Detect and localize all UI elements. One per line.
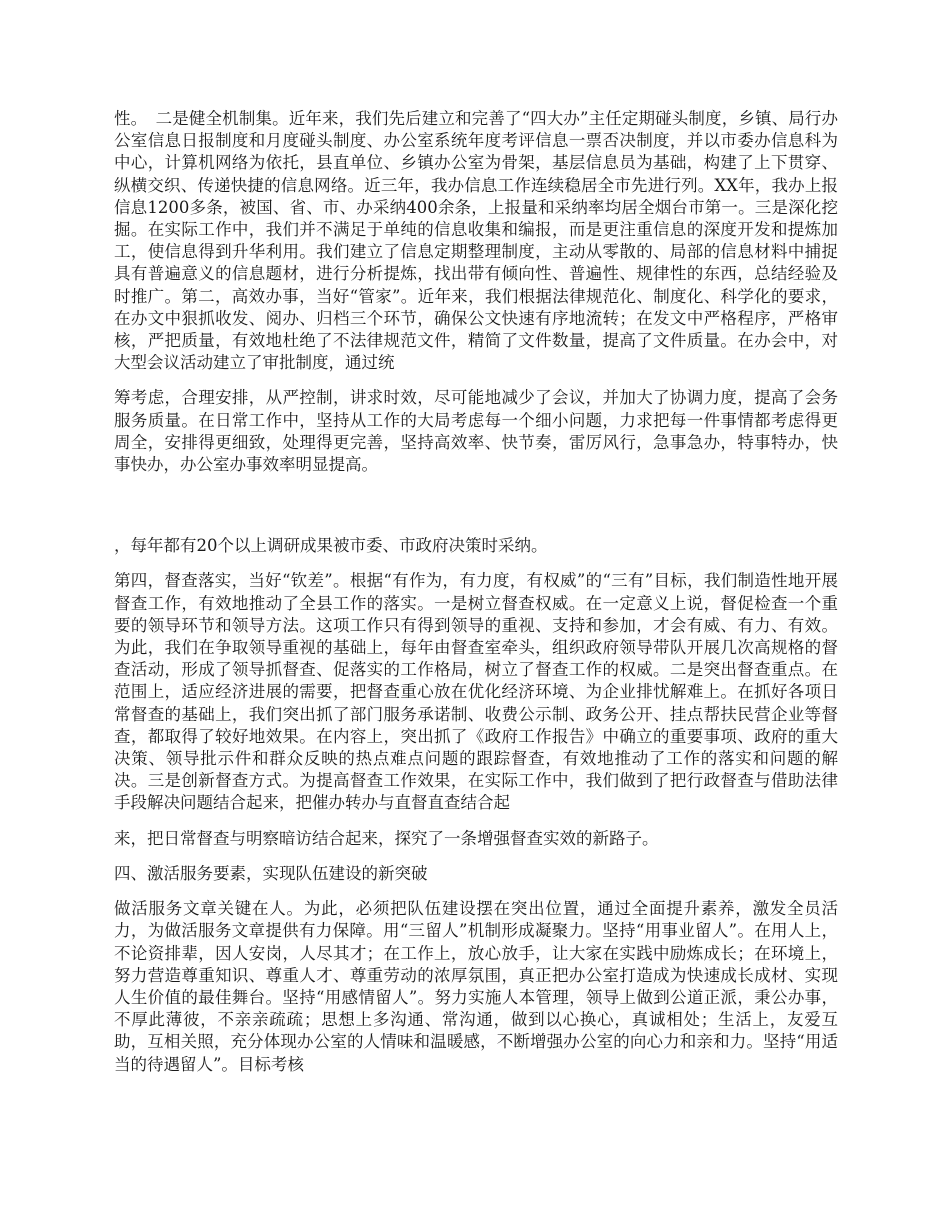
- blank-gap: [114, 489, 838, 535]
- paragraph-5: 来，把日常督查与明察暗访结合起来，探究了一条增强督查实效的新路子。: [114, 828, 659, 848]
- paragraph-6: 做活服务文章关键在人。为此，必须把队伍建设摆在突出位置，通过全面提升素养，激发全员活力，为做活服务文章提供有力保障。用“三留人”机制形成凝聚力。坚持“用事业留人”。在用人上，不论资排辈，因人安岗，人尽其才；在工作上，放心放手，让大家在实践中励炼成长；在环境上，努力营造尊重知识、尊重人才、尊重劳动的浓厚氛围，真正把办公室打造成为快速成长成材、实现人生价值的最佳舞台。坚持“用感情留人”。努力实施人本管理，领导上做到公道正派，秉公办事，不厚此薄彼，不亲亲疏疏；思想上多沟通、常沟通，做到以心换心，真诚相处；生活上，友爱互助，互相关照，充分体现办公室的人情味和温暖感，不断增强办公室的向心力和亲和力。坚持“用适当的待遇留人”。目标考核: [114, 899, 838, 1074]
- section-heading: 四、激活服务要素，实现队伍建设的新突破: [114, 863, 428, 883]
- paragraph-2: 筹考虑，合理安排，从严控制，讲求时效，尽可能地减少了会议，并加大了协调力度，提高了会务服务质量。在日常工作中，坚持从工作的大局考虑每一个细小问题，力求把每一件事情都考虑得更周全，安排得更细致，处理得更完善，坚持高效率、快节奏，雷厉风行，急事急办，特事特办，快事快办，办公室办事效率明显提高。: [114, 388, 838, 475]
- paragraph-1: 性。 二是健全机制集。近年来，我们先后建立和完善了“四大办”主任定期碰头制度，乡镇、局行办公室信息日报制度和月度碰头制度、办公室系统年度考评信息一票否决制度，并以市委办信息科为中心，计算机网络为依托，县直单位、乡镇办公室为骨架，基层信息员为基础，构建了上下贯穿、纵横交织、传递快捷的信息网络。近三年，我办信息工作连续稳居全市先进行列。XX年，我办上报信息1200多条，被国、省、市、办采纳400余条，上报量和采纳率均居全烟台市第一。三是深化挖掘。在实际工作中，我们并不满足于单纯的信息收集和编报，而是更注重信息的深度开发和提炼加工，使信息得到升华利用。我们建立了信息定期整理制度，主动从零散的、局部的信息材料中捕捉具有普遍意义的信息题材，进行分析提炼，找出带有倾向性、普遍性、规律性的东西，总结经验及时推广。第二，高效办事，当好“管家”。近年来，我们根据法律规范化、制度化、科学化的要求，在办文中狠抓收发、阅办、归档三个环节，确保公文快速有序地流转；在发文中严格程序，严格审核，严把质量，有效地杜绝了不法律规范文件，精简了文件数量，提高了文件质量。在办会中，对大型会议活动建立了审批制度，通过统: [114, 109, 838, 373]
- paragraph-3: ，每年都有20个以上调研成果被市委、市政府决策时采纳。: [114, 536, 548, 556]
- document-page: [114, 108, 838, 1089]
- paragraph-4: 第四，督查落实，当好“钦差”。根据“有作为，有力度，有权威”的“三有”目标，我们制造性地开展督查工作，有效地推动了全县工作的落实。一是树立督查权威。在一定意义上说，督促检查一个重要的领导环节和领导方法。这项工作只有得到领导的重视、支持和参加，才会有威、有力、有效。为此，我们在争取领导重视的基础上，每年由督查室牵头，组织政府领导带队开展几次高规格的督查活动，形成了领导抓督查、促落实的工作格局，树立了督查工作的权威。二是突出督查重点。在范围上，适应经济进展的需要，把督查重心放在优化经济环境、为企业排忧解难上。在抓好各项日常督查的基础上，我们突出抓了部门服务承诺制、收费公示制、政务公开、挂点帮扶民营企业等督查，都取得了较好地效果。在内容上，突出抓了《政府工作报告》中确立的重要事项、政府的重大决策、领导批示件和群众反映的热点难点问题的跟踪督查，有效地推动了工作的落实和问题的解决。三是创新督查方式。为提高督查工作效果，在实际工作中，我们做到了把行政督查与借助法律手段解决问题结合起来，把催办转办与直督直查结合起: [114, 571, 838, 813]
